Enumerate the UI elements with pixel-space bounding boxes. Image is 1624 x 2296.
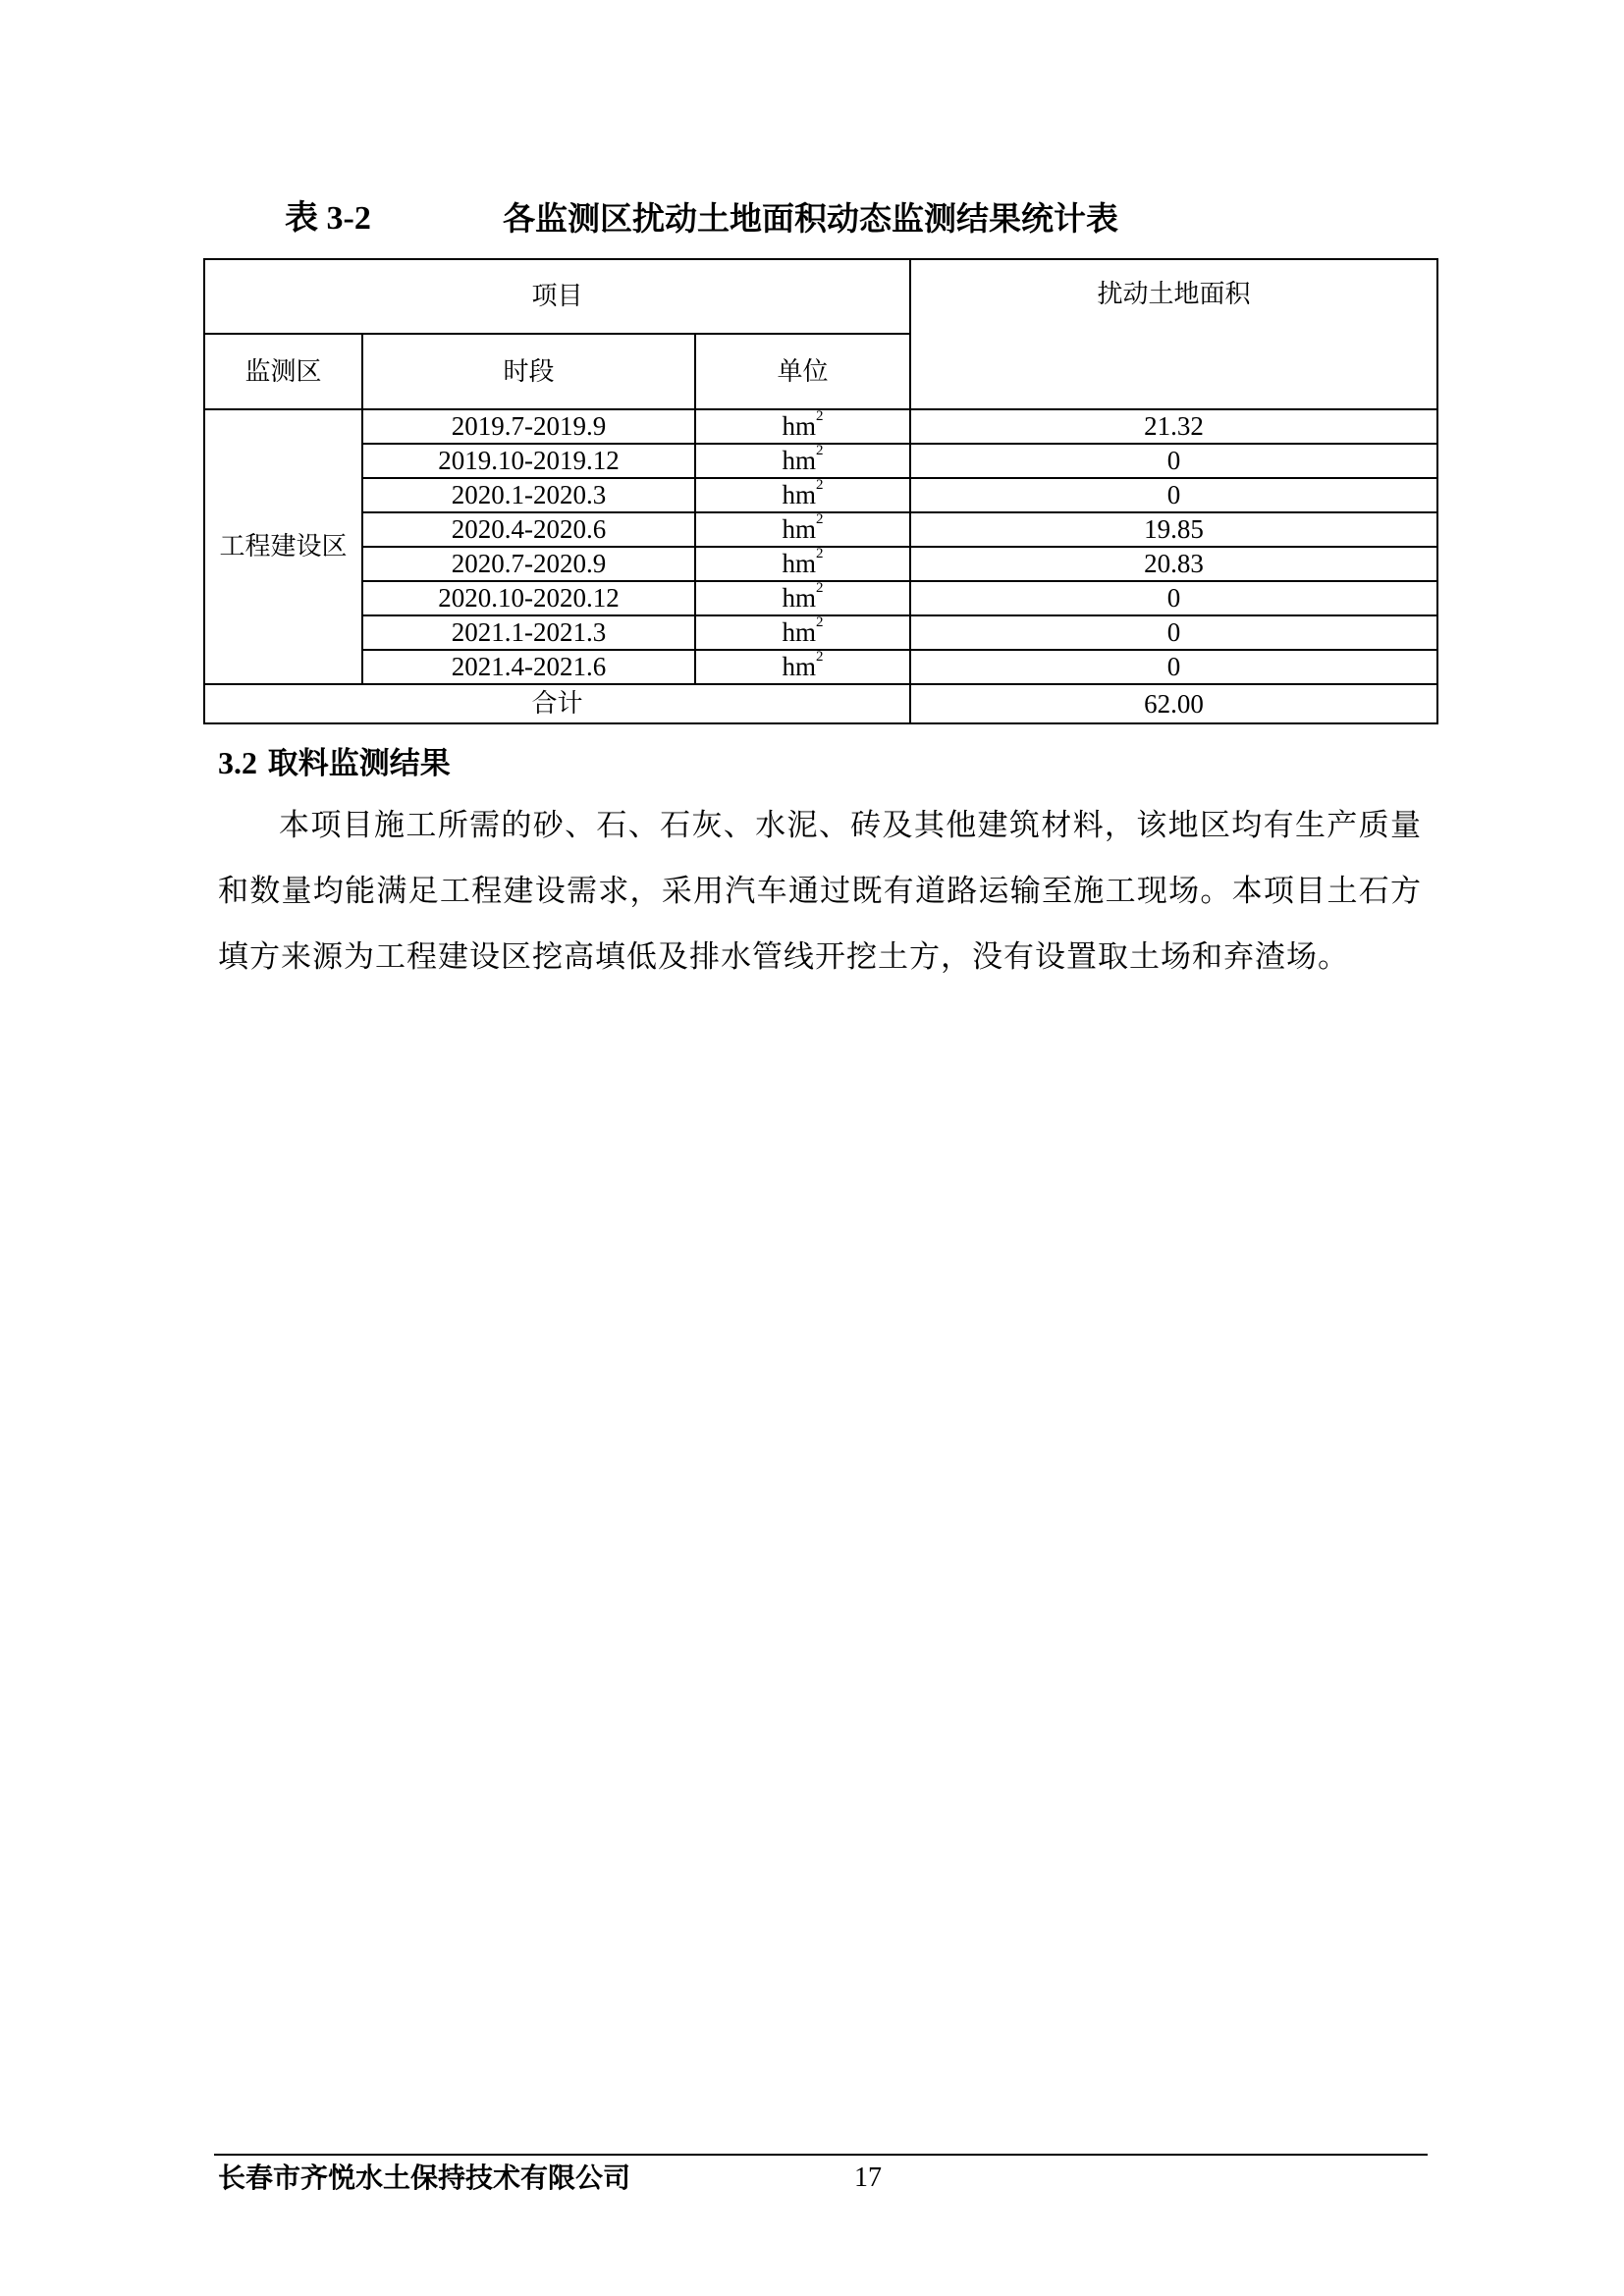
table-row [204,650,1437,684]
period-cell: 2020.1-2020.3 [362,478,695,512]
table-row [204,615,1437,650]
unit-base: hm [782,480,817,509]
period-cell: 2021.4-2021.6 [362,650,695,684]
total-value: 62.00 [910,684,1437,723]
table-header-row [204,259,1437,334]
unit-cell [695,615,910,650]
table-row [204,512,1437,547]
unit-cell [695,444,910,478]
unit-superscript: 2 [816,478,824,493]
unit-cell [695,650,910,684]
unit-base: hm [782,411,817,441]
unit-cell [695,581,910,615]
unit-superscript: 2 [816,581,824,596]
period-cell: 2020.4-2020.6 [362,512,695,547]
unit-superscript: 2 [816,650,824,665]
disturbed-land-area-table [203,258,1438,724]
header-disturbed-area: 扰动土地面积 [910,259,1437,409]
unit-base: hm [782,583,817,613]
header-unit: 单位 [695,334,910,409]
footer-company: 长春市齐悦水土保持技术有限公司 [218,2162,631,2194]
area-cell: 0 [910,581,1437,615]
table-caption-title: 各监测区扰动土地面积动态监测结果统计表 [503,199,1118,238]
table-caption-number: 表 3-2 [285,200,371,237]
area-cell: 0 [910,650,1437,684]
unit-superscript: 2 [816,512,824,527]
area-cell: 0 [910,444,1437,478]
unit-base: hm [782,514,817,544]
table-row [204,444,1437,478]
area-cell: 21.32 [910,409,1437,444]
unit-cell [695,478,910,512]
area-cell: 20.83 [910,547,1437,581]
zone-cell: 工程建设区 [204,409,362,684]
unit-base: hm [782,617,817,647]
section-title: 取料监测结果 [267,746,451,781]
unit-cell [695,512,910,547]
unit-base: hm [782,549,817,578]
header-period: 时段 [362,334,695,409]
unit-base: hm [782,446,817,475]
area-cell: 0 [910,615,1437,650]
period-cell: 2020.7-2020.9 [362,547,695,581]
table-row [204,409,1437,444]
section-paragraph: 本项目施工所需的砂、石、石灰、水泥、砖及其他建筑材料，该地区均有生产质量和数量均能满足工程建设需求，采用汽车通过既有道路运输至施工现场。本项目土石方填方来源为工程建设区挖高填低及排水管线开挖土方，没有设置取土场和弃渣场。 [218,808,1422,975]
section-heading [218,738,451,788]
table-row [204,478,1437,512]
unit-cell [695,409,910,444]
period-cell: 2021.1-2021.3 [362,615,695,650]
period-cell: 2020.10-2020.12 [362,581,695,615]
unit-base: hm [782,652,817,681]
header-project: 项目 [204,259,910,334]
period-cell: 2019.7-2019.9 [362,409,695,444]
area-cell: 19.85 [910,512,1437,547]
unit-superscript: 2 [816,444,824,458]
unit-cell [695,547,910,581]
table-caption [285,194,1267,243]
table-row [204,581,1437,615]
unit-superscript: 2 [816,409,824,424]
area-cell: 0 [910,478,1437,512]
section-number: 3.2 [218,745,257,780]
table-row [204,547,1437,581]
unit-superscript: 2 [816,547,824,561]
page-number: 17 [854,2163,882,2193]
unit-superscript: 2 [816,615,824,630]
total-label: 合计 [204,684,910,723]
header-zone: 监测区 [204,334,362,409]
total-row [204,684,1437,723]
period-cell: 2019.10-2019.12 [362,444,695,478]
